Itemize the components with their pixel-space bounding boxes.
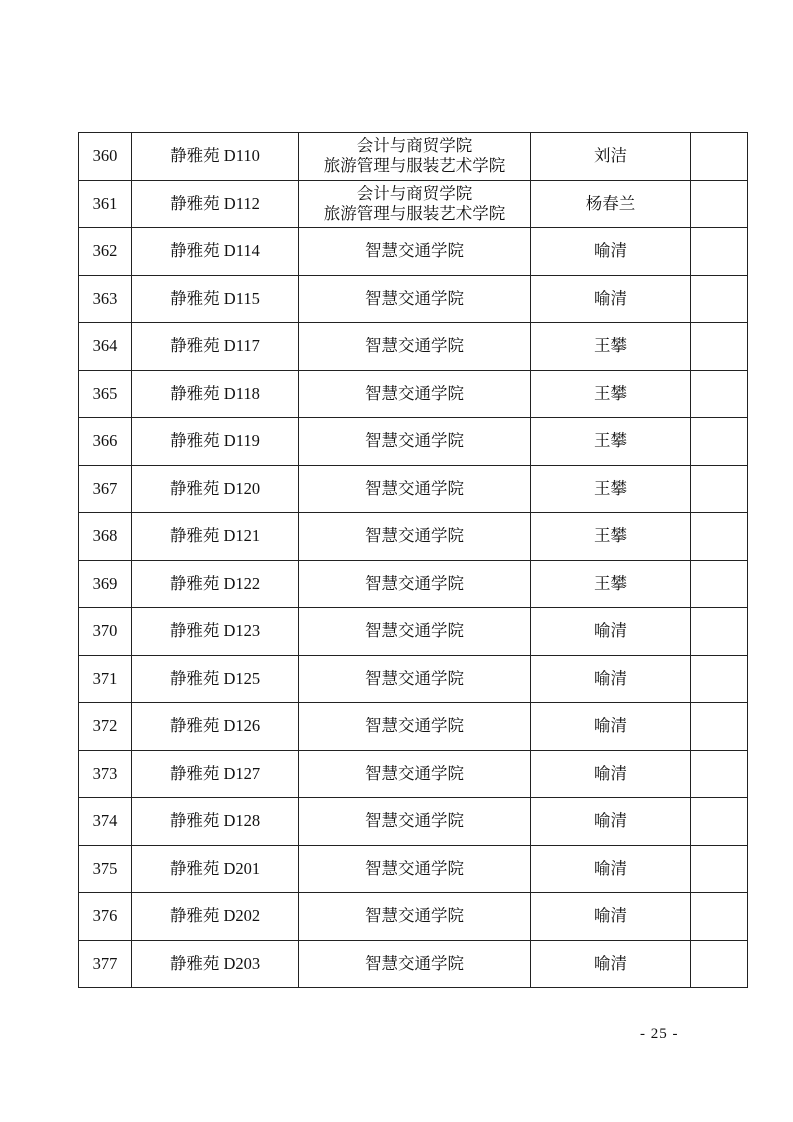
note-cell [691,893,748,941]
note-cell [691,798,748,846]
person-cell: 刘洁 [531,133,691,181]
college-name: 智慧交通学院 [365,763,464,783]
college-name: 会计与商贸学院 [356,183,473,203]
note-cell [691,750,748,798]
room-cell: 静雅苑 D201 [132,845,299,893]
person-cell: 王攀 [531,370,691,418]
college-cell [299,180,531,228]
person-cell: 王攀 [531,513,691,561]
college-name: 智慧交通学院 [365,478,464,498]
college-name: 旅游管理与服装艺术学院 [323,203,506,223]
table-row [79,228,748,276]
row-number-cell: 370 [79,608,132,656]
person-cell: 王攀 [531,418,691,466]
college-name: 智慧交通学院 [365,526,464,546]
room-cell: 静雅苑 D127 [132,750,299,798]
table-row [79,133,748,181]
row-number-cell: 367 [79,465,132,513]
person-cell: 喻清 [531,750,691,798]
table-row [79,608,748,656]
row-number-cell: 372 [79,703,132,751]
room-cell: 静雅苑 D202 [132,893,299,941]
college-cell [299,513,531,561]
person-cell: 杨春兰 [531,180,691,228]
table-row [79,370,748,418]
note-cell [691,703,748,751]
person-cell: 王攀 [531,465,691,513]
person-cell: 喻清 [531,228,691,276]
room-cell: 静雅苑 D126 [132,703,299,751]
college-cell [299,940,531,988]
college-name: 智慧交通学院 [365,621,464,641]
person-cell: 喻清 [531,275,691,323]
person-cell: 喻清 [531,940,691,988]
note-cell [691,180,748,228]
person-cell: 王攀 [531,323,691,371]
room-assignment-table [78,132,748,988]
college-cell [299,608,531,656]
table-row [79,703,748,751]
room-cell: 静雅苑 D203 [132,940,299,988]
row-number-cell: 360 [79,133,132,181]
row-number-cell: 368 [79,513,132,561]
college-cell [299,845,531,893]
row-number-cell: 373 [79,750,132,798]
college-name: 智慧交通学院 [365,668,464,688]
college-cell [299,560,531,608]
room-cell: 静雅苑 D112 [132,180,299,228]
college-cell [299,370,531,418]
college-cell [299,798,531,846]
row-number-cell: 377 [79,940,132,988]
person-cell: 王攀 [531,560,691,608]
row-number-cell: 361 [79,180,132,228]
person-cell: 喻清 [531,798,691,846]
person-cell: 喻清 [531,703,691,751]
college-name: 智慧交通学院 [365,811,464,831]
college-name: 旅游管理与服装艺术学院 [323,156,506,176]
note-cell [691,133,748,181]
college-cell [299,655,531,703]
note-cell [691,940,748,988]
college-name: 智慧交通学院 [365,906,464,926]
college-name: 智慧交通学院 [365,716,464,736]
room-cell: 静雅苑 D123 [132,608,299,656]
note-cell [691,228,748,276]
college-cell [299,133,531,181]
room-cell: 静雅苑 D117 [132,323,299,371]
room-cell: 静雅苑 D114 [132,228,299,276]
college-name: 智慧交通学院 [365,383,464,403]
note-cell [691,655,748,703]
table-row [79,465,748,513]
note-cell [691,275,748,323]
table-row [79,750,748,798]
room-cell: 静雅苑 D118 [132,370,299,418]
note-cell [691,560,748,608]
note-cell [691,465,748,513]
table-row [79,323,748,371]
college-cell [299,893,531,941]
room-cell: 静雅苑 D122 [132,560,299,608]
row-number-cell: 375 [79,845,132,893]
table-row [79,560,748,608]
college-cell [299,418,531,466]
college-cell [299,750,531,798]
note-cell [691,845,748,893]
college-name: 智慧交通学院 [365,858,464,878]
college-cell [299,703,531,751]
table-row [79,655,748,703]
college-name: 智慧交通学院 [365,431,464,451]
table-row [79,418,748,466]
table-row [79,940,748,988]
college-name: 智慧交通学院 [365,288,464,308]
room-cell: 静雅苑 D125 [132,655,299,703]
note-cell [691,418,748,466]
college-cell [299,323,531,371]
row-number-cell: 369 [79,560,132,608]
room-cell: 静雅苑 D119 [132,418,299,466]
table-row [79,845,748,893]
room-cell: 静雅苑 D115 [132,275,299,323]
college-cell [299,228,531,276]
row-number-cell: 365 [79,370,132,418]
table-row [79,798,748,846]
row-number-cell: 374 [79,798,132,846]
table-row [79,275,748,323]
college-name: 会计与商贸学院 [356,136,473,156]
college-name: 智慧交通学院 [365,573,464,593]
note-cell [691,513,748,561]
page-number: - 25 - [640,1026,679,1042]
table-row [79,513,748,561]
row-number-cell: 364 [79,323,132,371]
person-cell: 喻清 [531,845,691,893]
row-number-cell: 366 [79,418,132,466]
row-number-cell: 376 [79,893,132,941]
college-name: 智慧交通学院 [365,241,464,261]
college-cell [299,465,531,513]
person-cell: 喻清 [531,608,691,656]
note-cell [691,370,748,418]
note-cell [691,323,748,371]
person-cell: 喻清 [531,655,691,703]
row-number-cell: 362 [79,228,132,276]
person-cell: 喻清 [531,893,691,941]
college-name: 智慧交通学院 [365,953,464,973]
college-cell [299,275,531,323]
row-number-cell: 371 [79,655,132,703]
table-row [79,180,748,228]
row-number-cell: 363 [79,275,132,323]
room-cell: 静雅苑 D110 [132,133,299,181]
college-name: 智慧交通学院 [365,336,464,356]
table-row [79,893,748,941]
table-body [79,133,748,988]
room-cell: 静雅苑 D121 [132,513,299,561]
note-cell [691,608,748,656]
room-cell: 静雅苑 D120 [132,465,299,513]
room-cell: 静雅苑 D128 [132,798,299,846]
